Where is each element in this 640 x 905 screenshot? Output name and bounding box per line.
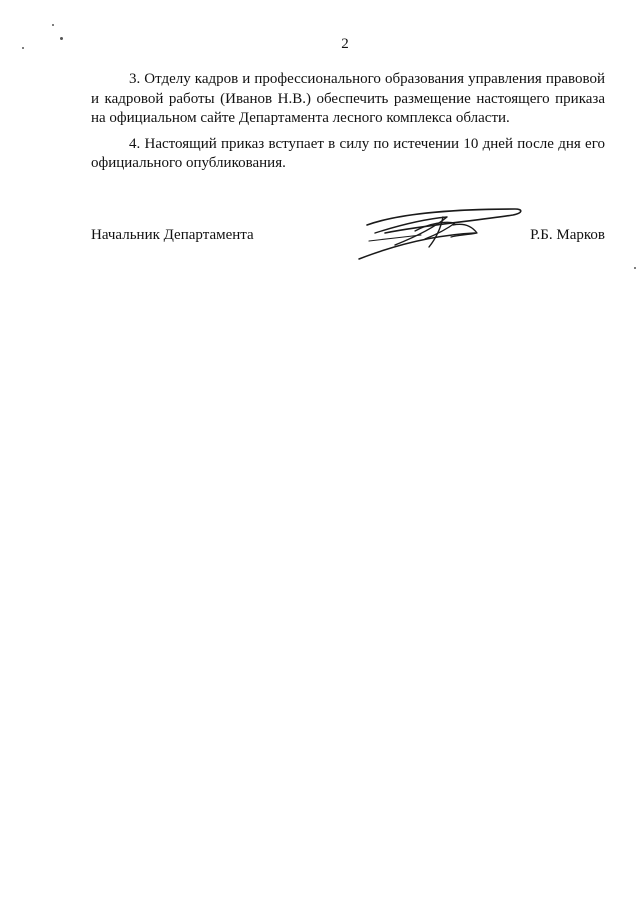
page-number: 2 <box>341 36 349 52</box>
signatory-position: Начальник Департамента <box>91 227 254 243</box>
document-body <box>91 70 605 174</box>
signatory-name: Р.Б. Марков <box>530 227 605 243</box>
scan-speck <box>634 267 636 269</box>
scan-speck <box>52 24 54 26</box>
handwritten-signature <box>355 203 535 263</box>
paragraph-3: 3. Отделу кадров и профессионального образования управления правовой и кадровой работы (Иванов Н.В.) обеспечить размещение настоящего приказа на официальном сайте Департамента лесного комплекса области. <box>91 71 605 126</box>
paragraph-4: 4. Настоящий приказ вступает в силу по истечении 10 дней после дня его официального опубликования. <box>91 135 605 171</box>
